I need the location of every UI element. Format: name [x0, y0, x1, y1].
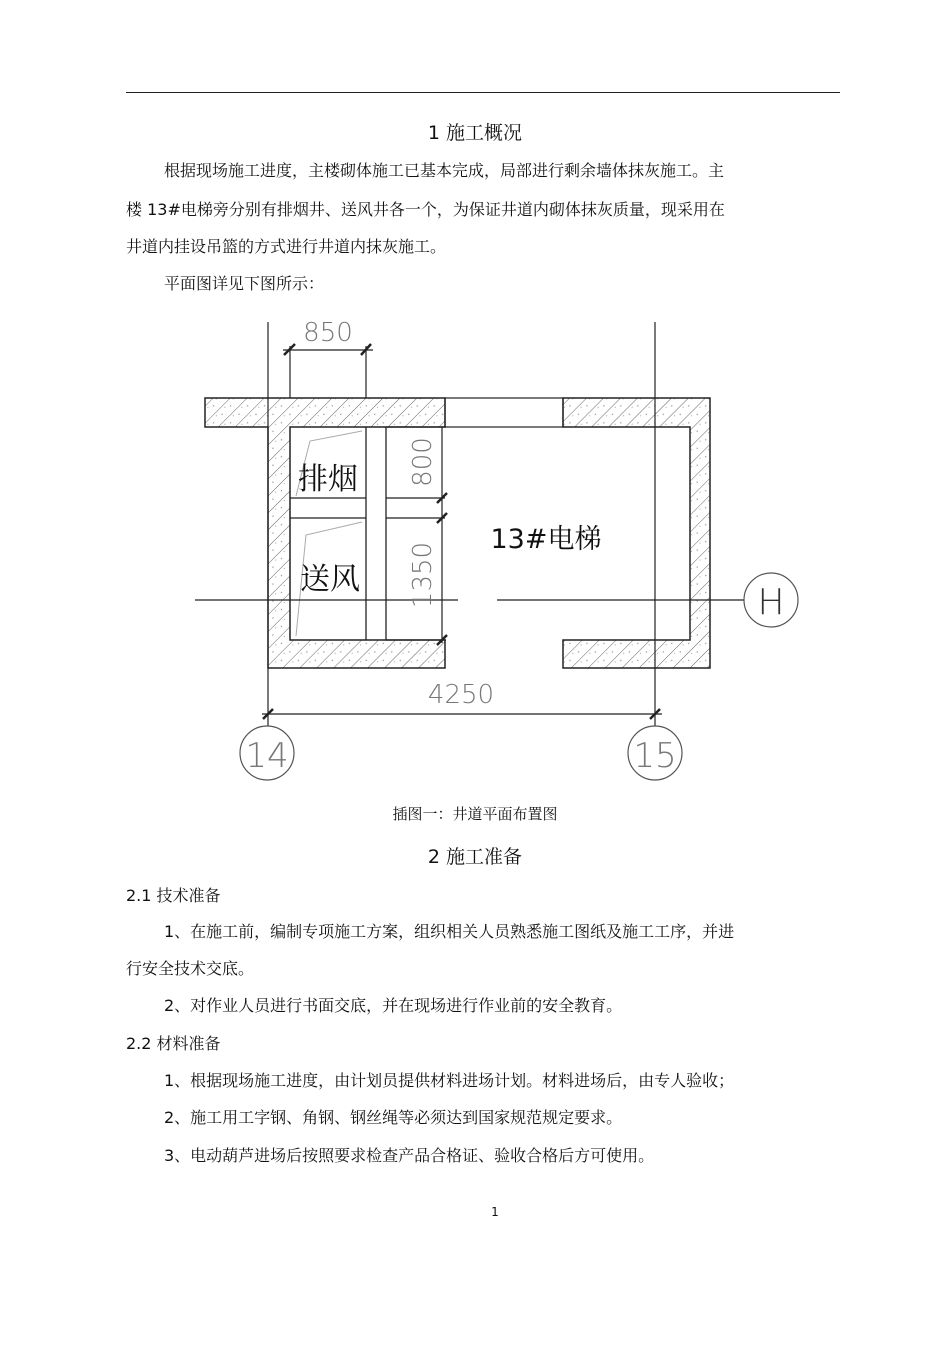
dimension-800: 800: [408, 437, 438, 487]
figure-caption: 插图一：井道平面布置图: [392, 805, 558, 823]
room-label-air: 送风: [300, 562, 360, 597]
material-line-3: 3、电动葫芦进场后按照要求检查产品合格证、验收合格后方可使用。: [164, 1146, 655, 1165]
section-1-title: 1 施工概况: [427, 122, 523, 144]
material-line-1: 1、根据现场施工进度，由计划员提供材料进场计划。材料进场后，由专人验收；: [164, 1071, 735, 1090]
axis-label-h: H: [757, 582, 785, 623]
page-number: 1: [491, 1205, 499, 1219]
figure-intro: 平面图详见下图所示：: [164, 274, 325, 293]
axis-label-14: 14: [245, 736, 289, 776]
wall-hatching: [205, 398, 710, 668]
dimension-1350: 1350: [408, 541, 438, 609]
elevator-label: 13#电梯: [490, 524, 602, 555]
lintel-opening: [445, 398, 563, 427]
dimension-4250: 4250: [427, 680, 495, 710]
axis-label-15: 15: [633, 736, 677, 776]
material-line-2: 2、施工用工字钢、角钢、钢丝绳等必须达到国家规范规定要求。: [164, 1108, 623, 1127]
subsection-2-1-title: 2.1 技术准备: [126, 886, 221, 905]
tech-line-1: 1、在施工前，编制专项施工方案，组织相关人员熟悉施工图纸及施工工序，并进: [164, 922, 735, 941]
room-label-smoke: 排烟: [298, 462, 358, 497]
paragraph-line-1: 根据现场施工进度，主楼砌体施工已基本完成，局部进行剩余墙体抹灰施工。主: [164, 161, 725, 180]
tech-line-2: 行安全技术交底。: [126, 959, 255, 978]
dimension-850: 850: [303, 318, 353, 348]
paragraph-line-3: 井道内挂设吊篮的方式进行井道内抹灰施工。: [126, 237, 447, 256]
paragraph-line-2: 楼 13#电梯旁分别有排烟井、送风井各一个，为保证井道内砌体抹灰质量，现采用在: [126, 200, 725, 219]
subsection-2-2-title: 2.2 材料准备: [126, 1034, 221, 1053]
section-2-title: 2 施工准备: [427, 846, 523, 868]
tech-line-3: 2、对作业人员进行书面交底，并在现场进行作业前的安全教育。: [164, 996, 623, 1015]
